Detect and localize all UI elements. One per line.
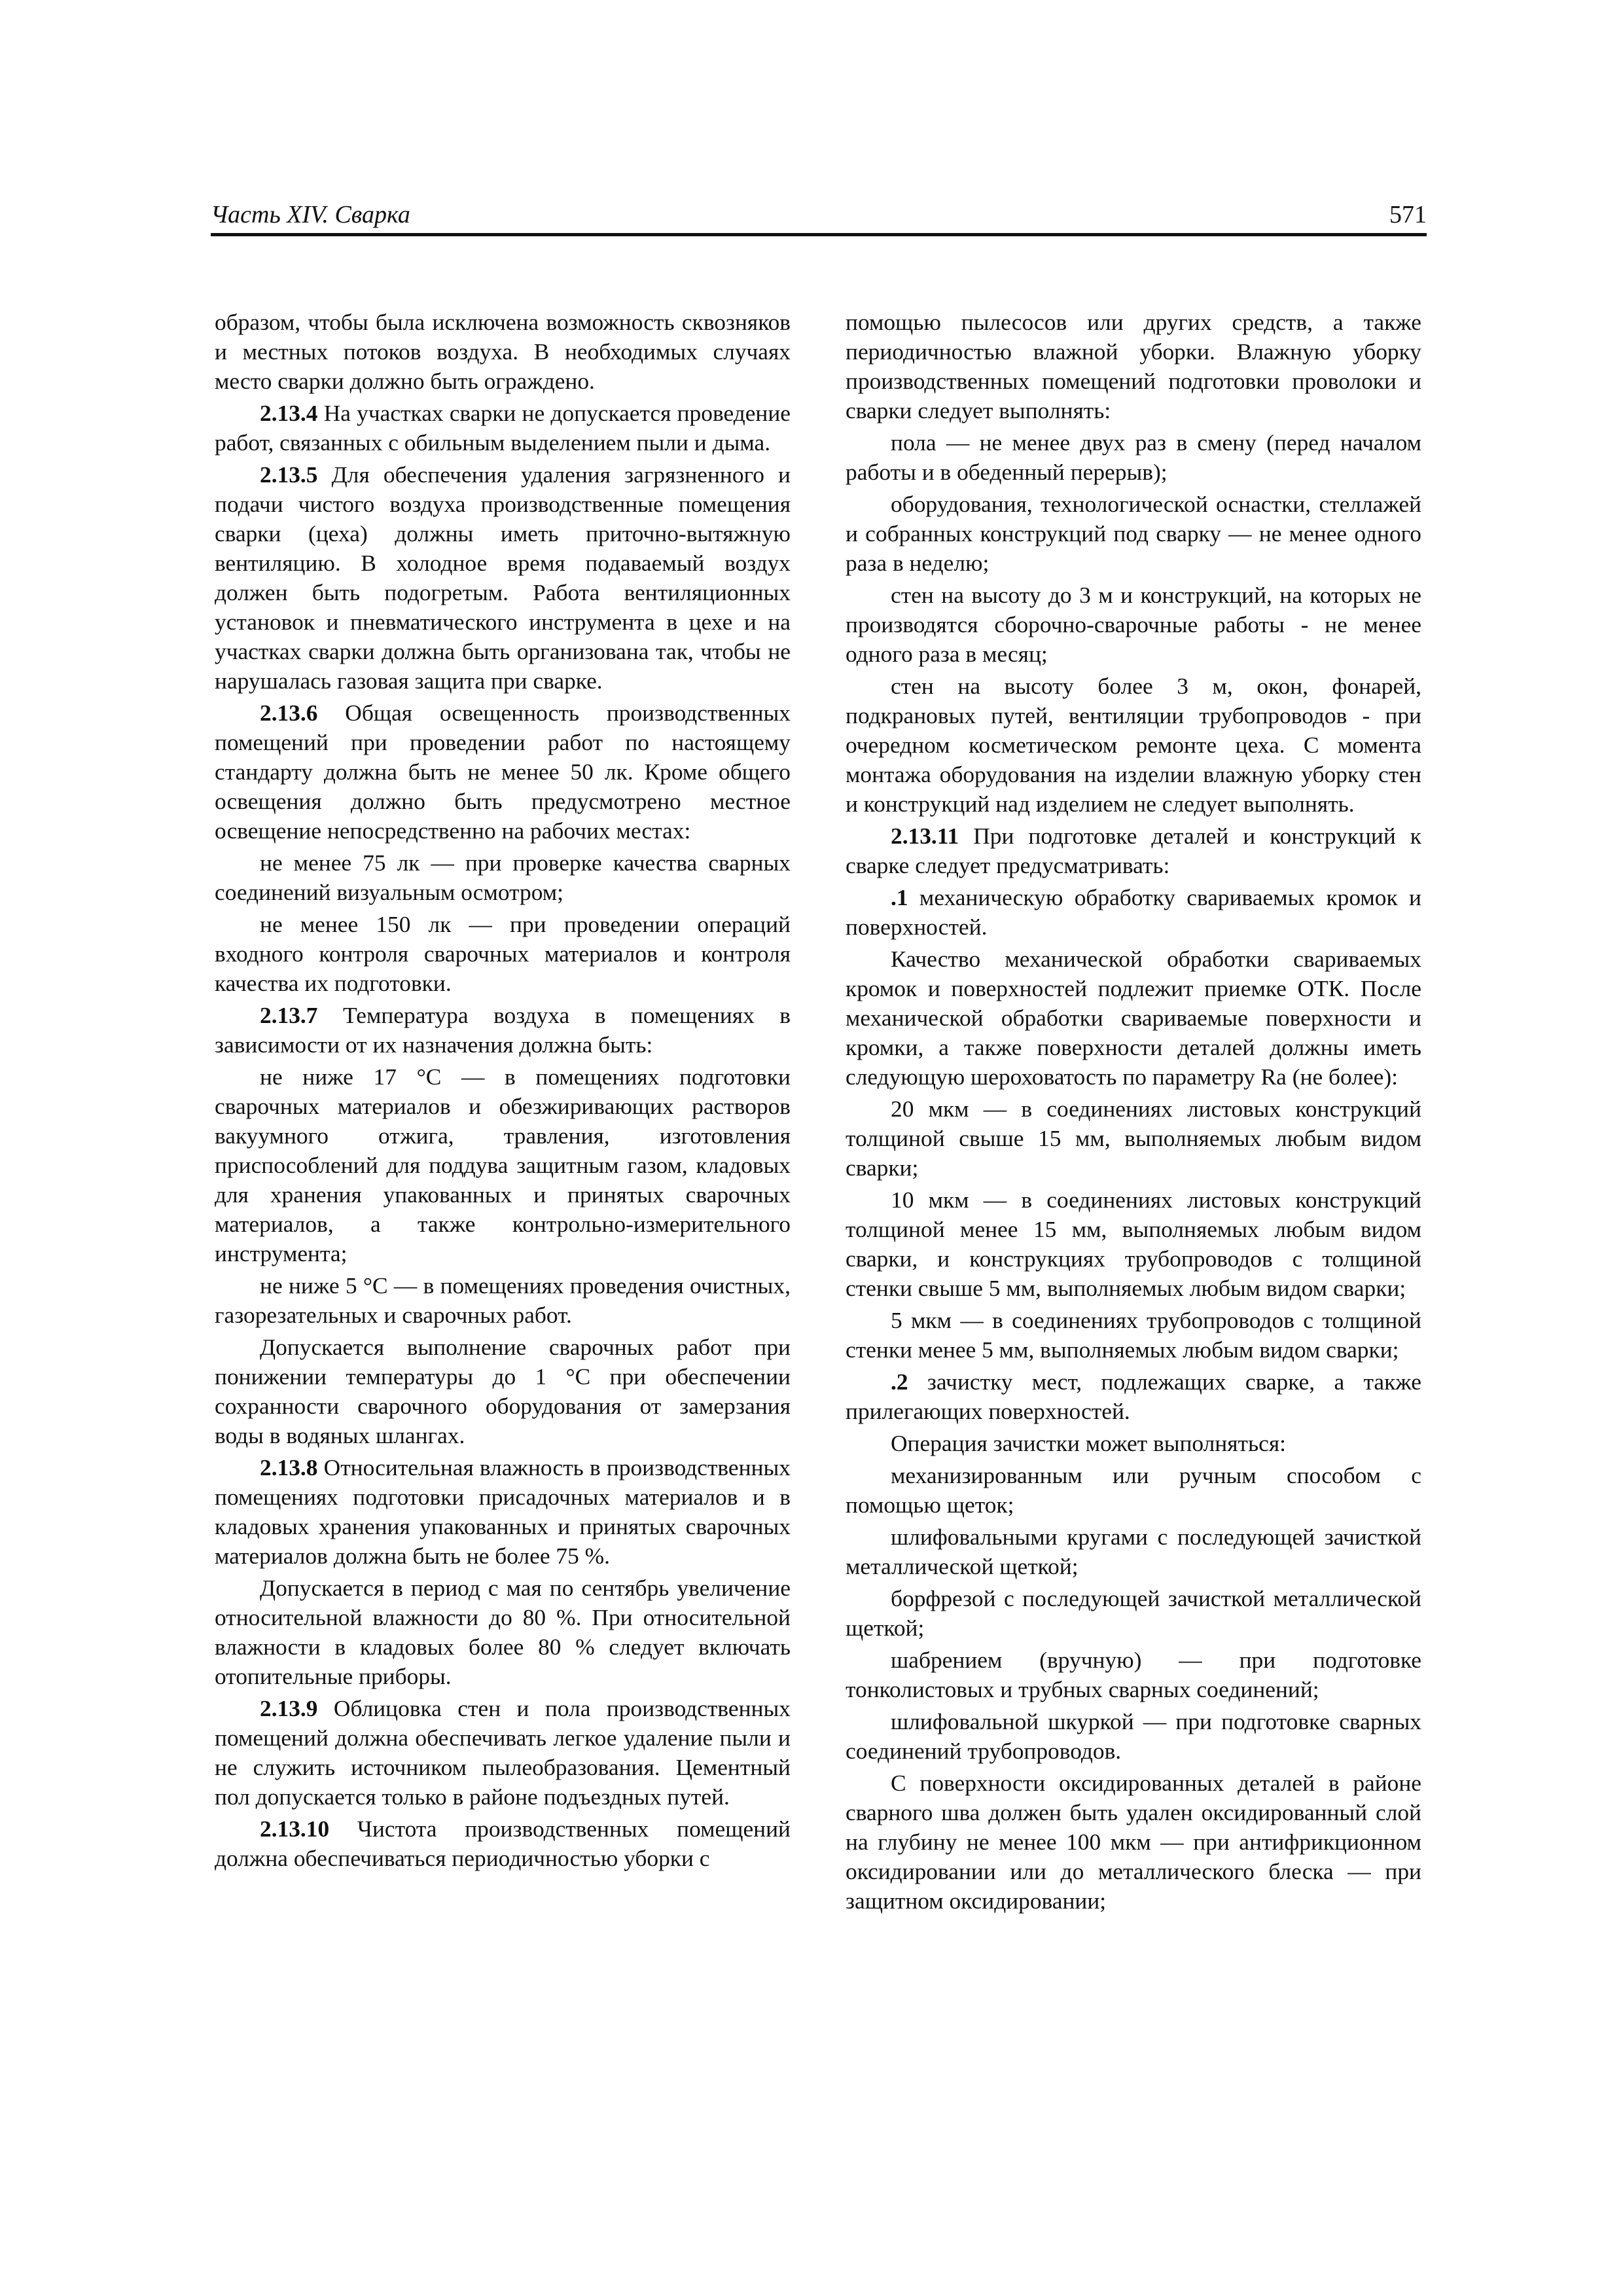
- paragraph: [846, 944, 1421, 1092]
- paragraph: [215, 1573, 791, 1691]
- clause-number: .1: [891, 884, 908, 910]
- paragraph-text: При подготовке деталей и конструкций к сварке следует предусматривать:: [846, 823, 1421, 878]
- paragraph-text: механическую обработку свариваемых кромок и поверхностей.: [846, 884, 1421, 940]
- section-title: Часть XIV. Сварка: [211, 201, 410, 228]
- paragraph: [846, 1429, 1421, 1458]
- paragraph: [215, 1062, 791, 1268]
- paragraph: [215, 1333, 791, 1450]
- paragraph-text: борфрезой с последующей зачисткой металлической щеткой;: [846, 1585, 1421, 1641]
- paragraph: [215, 460, 791, 696]
- paragraph-text: Операция зачистки может выполняться:: [891, 1430, 1286, 1456]
- paragraph-text: 5 мкм — в соединениях трубопроводов с толщиной стенки менее 5 мм, выполняемых любым видом сварки;: [846, 1307, 1421, 1363]
- paragraph-text: Для обеспечения удаления загрязненного и подачи чистого воздуха производственные помещения сварки (цеха) должны иметь приточно-вытяжную вентиляцию. В холодное время подаваемый воздух должен быть подогретым. Работа вентиляционных установок и пневматического инструмента в цехе и на участках сварки должна быть организована так, чтобы не нарушалась газовая защита при сварке.: [215, 461, 791, 694]
- paragraph: [215, 848, 791, 907]
- paragraph: [846, 1185, 1421, 1303]
- clause-number: 2.13.6: [260, 700, 318, 726]
- paragraph: [846, 1645, 1421, 1704]
- paragraph-text: Качество механической обработки свариваемых кромок и поверхностей подлежит приемке ОТК. После механической обработки свариваемые поверхности и кромки, а также поверхности деталей должны иметь следующую шероховатость по параметру Ra (не более):: [846, 946, 1421, 1090]
- paragraph: [215, 1694, 791, 1812]
- paragraph: [215, 1453, 791, 1571]
- paragraph: [215, 1271, 791, 1330]
- clause-number: 2.13.5: [260, 461, 318, 488]
- paragraph: [215, 399, 791, 457]
- paragraph: [846, 1584, 1421, 1643]
- paragraph: [846, 308, 1421, 425]
- paragraph-text: 20 мкм — в соединениях листовых конструкций толщиной свыше 15 мм, выполняемых любым видом сварки;: [846, 1096, 1421, 1181]
- paragraph: [846, 428, 1421, 487]
- paragraph-text: зачистку мест, подлежащих сварке, а также прилегающих поверхностей.: [846, 1369, 1421, 1424]
- paragraph-text: Облицовка стен и пола производственных помещений должна обеспечивать легкое удаление пыли и не служить источником пылеобразования. Цементный пол допускается только в районе подъездных путей.: [215, 1695, 791, 1810]
- paragraph: [846, 821, 1421, 880]
- paragraph-text: помощью пылесосов или других средств, а также периодичностью влажной уборки. Влажную уборку производственных помещений подготовки проволоки и сварки следует выполнять:: [846, 309, 1421, 423]
- clause-number: 2.13.7: [260, 1002, 318, 1028]
- paragraph-text: оборудования, технологической оснастки, стеллажей и собранных конструкций под сварку — не менее одного раза в неделю;: [846, 491, 1421, 576]
- clause-number: 2.13.11: [891, 823, 959, 849]
- paragraph-text: Относительная влажность в производственных помещениях подготовки присадочных материалов и в кладовых хранения упакованных и принятых сварочных материалов должна быть не более 75 %.: [215, 1454, 791, 1569]
- paragraph: [846, 1306, 1421, 1365]
- paragraph-text: не ниже 17 °С — в помещениях подготовки сварочных материалов и обезжиривающих растворов вакуумного отжига, травления, изготовления приспособлений для поддува защитным газом, кладовых для хранения упакованных и принятых сварочных материалов, а также контрольно-измерительного инструмента;: [215, 1064, 791, 1266]
- paragraph: [215, 910, 791, 998]
- paragraph-text: не менее 75 лк — при проверке качества сварных соединений визуальным осмотром;: [215, 850, 791, 905]
- page-number: 571: [1389, 201, 1427, 228]
- clause-number: .2: [891, 1369, 908, 1395]
- paragraph: [846, 672, 1421, 819]
- paragraph-text: не менее 150 лк — при проведении операций входного контроля сварочных материалов и контроля качества их подготовки.: [215, 911, 791, 996]
- left-text-column: [215, 308, 791, 2140]
- paragraph: [215, 308, 791, 396]
- paragraph-text: стен на высоту до 3 м и конструкций, на которых не производятся сборочно-сварочные работы - не менее одного раза в месяц;: [846, 582, 1421, 667]
- paragraph-text: Чистота производственных помещений должна обеспечиваться периодичностью уборки с: [215, 1816, 791, 1871]
- paragraph-text: стен на высоту более 3 м, окон, фонарей, подкрановых путей, вентиляции трубопроводов - при очередном косметическом ремонте цеха. С момента монтажа оборудования на изделии влажную уборку стен и конструкций над изделием не следует выполнять.: [846, 673, 1421, 817]
- paragraph-text: шлифовальными кругами с последующей зачисткой металлической щеткой;: [846, 1524, 1421, 1579]
- clause-number: 2.13.10: [260, 1816, 330, 1842]
- paragraph-text: Допускается в период с мая по сентябрь увеличение относительной влажности до 80 %. При относительной влажности в кладовых более 80 % следует включать отопительные приборы.: [215, 1575, 791, 1689]
- paragraph-text: пола — не менее двух раз в смену (перед началом работы и в обеденный перерыв);: [846, 429, 1421, 485]
- paragraph-text: На участках сварки не допускается проведение работ, связанных с обильным выделением пыли и дыма.: [215, 400, 791, 456]
- right-text-column: [846, 308, 1421, 2140]
- paragraph: [215, 1814, 791, 1873]
- paragraph-text: не ниже 5 °С — в помещениях проведения очистных, газорезательных и сварочных работ.: [215, 1272, 791, 1328]
- clause-number: 2.13.8: [260, 1454, 318, 1480]
- paragraph: [846, 1768, 1421, 1916]
- paragraph: [846, 1094, 1421, 1183]
- running-header: [211, 196, 1427, 236]
- paragraph: [846, 581, 1421, 669]
- paragraph-text: шлифовальной шкуркой — при подготовке сварных соединений трубопроводов.: [846, 1708, 1421, 1764]
- paragraph-text: 10 мкм — в соединениях листовых конструкций толщиной менее 15 мм, выполняемых любым видом сварки, и конструкциях трубопроводов с толщиной стенки свыше 5 мм, выполняемых любым видом сварки;: [846, 1187, 1421, 1301]
- paragraph-text: шабрением (вручную) — при подготовке тонколистовых и трубных сварных соединений;: [846, 1647, 1421, 1702]
- paragraph-text: механизированным или ручным способом с помощью щеток;: [846, 1462, 1421, 1518]
- paragraph: [846, 1522, 1421, 1581]
- paragraph: [846, 1367, 1421, 1426]
- paragraph: [846, 1707, 1421, 1766]
- paragraph-text: Допускается выполнение сварочных работ при понижении температуры до 1 °С при обеспечении сохранности сварочного оборудования от замерзания воды в водяных шлангах.: [215, 1334, 791, 1448]
- paragraph-text: Температура воздуха в помещениях в зависимости от их назначения должна быть:: [215, 1002, 791, 1058]
- paragraph: [846, 1461, 1421, 1520]
- paragraph-text: Общая освещенность производственных помещений при проведении работ по настоящему стандарту должна быть не менее 50 лк. Кроме общего освещения должно быть предусмотрено местное освещение непосредственно на рабочих местах:: [215, 700, 791, 844]
- paragraph: [215, 1001, 791, 1060]
- paragraph-text: образом, чтобы была исключена возможность сквозняков и местных потоков воздуха. В необходимых случаях место сварки должно быть ограждено.: [215, 309, 791, 394]
- paragraph: [846, 883, 1421, 942]
- paragraph: [215, 698, 791, 846]
- paragraph: [846, 490, 1421, 578]
- clause-number: 2.13.4: [260, 400, 318, 426]
- clause-number: 2.13.9: [260, 1695, 318, 1721]
- paragraph-text: С поверхности оксидированных деталей в районе сварного шва должен быть удален оксидированный слой на глубину не менее 100 мкм — при антифрикционном оксидировании или до металлического блеска — при защитном оксидировании;: [846, 1770, 1421, 1914]
